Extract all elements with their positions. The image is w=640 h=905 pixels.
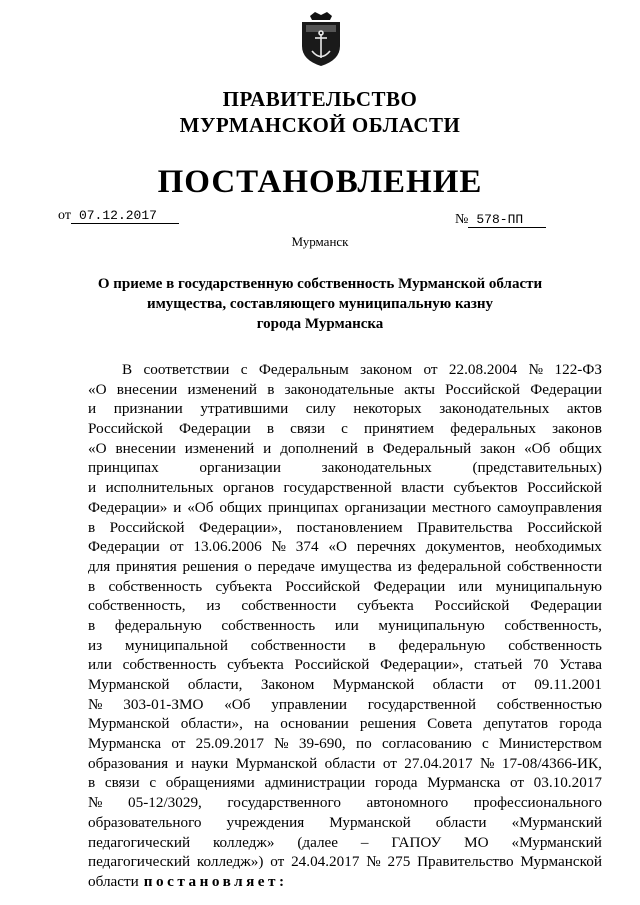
body-word: Федеральный <box>382 439 472 457</box>
body-word: или <box>88 656 112 674</box>
body-word: № <box>274 735 289 753</box>
body-word: 39-690, <box>298 735 346 753</box>
body-word: 303-01-ЗМО <box>123 695 204 713</box>
body-word: власти <box>401 479 444 497</box>
body-line <box>88 734 602 754</box>
body-line <box>88 813 602 833</box>
body-word: государственной <box>367 695 477 713</box>
body-word: Российской <box>88 420 163 438</box>
body-word: или <box>334 616 359 634</box>
body-word: города <box>559 715 602 733</box>
body-word: муниципальной <box>124 636 228 654</box>
body-word: «Об <box>224 695 251 713</box>
body-word: № <box>88 695 103 713</box>
body-word: Федерации», <box>380 656 464 674</box>
body-line <box>88 360 602 380</box>
body-word: 24.04.2017 <box>291 853 360 871</box>
body-word: в <box>88 774 96 792</box>
body-word: принципах <box>88 459 159 477</box>
body-line <box>88 754 602 774</box>
body-word: в <box>88 518 96 536</box>
body-word: Российской <box>285 577 361 595</box>
body-word: общих <box>219 498 263 516</box>
body-word: субъекта <box>215 577 273 595</box>
body-word: законодательные <box>284 380 394 398</box>
body-word: обращениями <box>165 774 255 792</box>
body-word: законом <box>360 361 413 378</box>
document-body <box>88 360 602 892</box>
body-word: документов, <box>425 538 506 556</box>
body-word: профессионального <box>473 794 602 812</box>
body-word: собственность <box>508 636 602 654</box>
body-line <box>88 852 602 872</box>
body-word: государственного <box>227 794 341 812</box>
body-word: 03.10.2017 <box>533 774 602 792</box>
body-word: актов <box>566 400 602 418</box>
body-word: Совета <box>427 715 473 733</box>
number-prefix: № <box>455 212 469 227</box>
body-word: законодательных <box>439 400 550 418</box>
body-word: 275 <box>387 853 411 871</box>
body-word: решения <box>359 715 416 733</box>
body-word: 17-08/4366-ИК, <box>501 754 602 772</box>
body-word: общих <box>559 439 602 457</box>
body-word: области», <box>180 715 243 733</box>
body-word: «О <box>88 439 107 457</box>
body-word: от <box>501 676 516 693</box>
body-line <box>88 537 602 557</box>
city-name: Мурманск <box>291 234 349 249</box>
body-word: внесении <box>116 380 178 398</box>
body-word: собственности <box>506 557 602 575</box>
body-word: и <box>263 439 272 457</box>
body-word: связи <box>104 774 140 792</box>
body-line <box>88 872 602 892</box>
body-word: собственность <box>108 577 203 595</box>
body-word: в <box>267 380 275 398</box>
body-word: с <box>481 735 489 753</box>
body-word: Министерством <box>498 735 602 753</box>
body-word: акты <box>404 380 435 398</box>
body-word: органов <box>223 479 275 497</box>
body-word: 27.04.2017 <box>404 754 473 772</box>
body-word: от <box>270 853 285 871</box>
body-word: В <box>122 361 133 378</box>
body-line <box>88 773 602 793</box>
body-line <box>88 793 602 813</box>
body-word: на <box>254 715 269 733</box>
body-word: науки <box>191 754 229 772</box>
body-word: имущества <box>320 557 392 575</box>
body-word: и <box>173 498 182 516</box>
body-word: решения <box>182 557 239 575</box>
subject-line: города Мурманска <box>256 316 384 332</box>
body-word: в <box>88 577 96 595</box>
body-line <box>88 458 602 478</box>
body-word: муниципальную <box>378 616 485 634</box>
body-line <box>88 419 602 439</box>
body-word: № <box>366 853 381 871</box>
body-word: от <box>171 735 186 753</box>
body-word: Российской <box>445 380 521 398</box>
body-word: педагогический <box>88 853 191 871</box>
body-word: постановлением <box>296 518 403 536</box>
body-word: Федерации <box>178 420 251 438</box>
body-word: образовательного <box>88 813 202 831</box>
body-word: города <box>374 774 418 792</box>
body-word: № <box>271 538 286 556</box>
body-word: управлении <box>271 695 347 713</box>
body-word: утратившими <box>200 400 289 418</box>
body-line <box>88 380 602 400</box>
body-word: колледж») <box>196 853 264 871</box>
date-value: 07.12.2017 <box>71 208 179 224</box>
body-word: колледж» <box>212 833 275 851</box>
body-word: собственностью <box>496 695 602 713</box>
body-word: и <box>175 754 184 772</box>
body-line <box>88 399 602 419</box>
body-word: в <box>368 636 376 654</box>
body-word: 13.06.2006 <box>193 538 262 556</box>
body-word: от <box>169 538 184 556</box>
body-word: 22.08.2004 <box>448 361 518 378</box>
date-prefix: от <box>58 208 71 223</box>
body-word: Мурманска <box>88 735 162 753</box>
body-line <box>88 636 602 656</box>
body-word: № <box>88 794 103 812</box>
body-word: соответствии <box>143 361 230 378</box>
body-word: статьей <box>474 656 523 674</box>
body-word: «Об <box>524 439 551 457</box>
number-value: 578-ПП <box>468 212 546 228</box>
body-word: Российской <box>109 518 185 536</box>
body-word: внесении <box>115 439 176 457</box>
government-name-line2: МУРМАНСКОЙ ОБЛАСТИ <box>179 113 461 137</box>
body-word: и <box>88 400 97 418</box>
body-word: 70 <box>533 656 549 674</box>
body-word: 374 <box>295 538 319 556</box>
body-word: из <box>88 636 103 654</box>
body-word: собственность, <box>504 616 602 634</box>
body-word: Правительства <box>417 518 513 536</box>
body-word: организации <box>344 498 427 516</box>
body-word: или <box>458 577 483 595</box>
document-type-title: ПОСТАНОВЛЕНИЕ <box>157 164 483 200</box>
body-word: в <box>266 420 275 438</box>
body-word: о <box>244 557 252 575</box>
body-word: Российской <box>527 518 602 536</box>
coat-of-arms-emblem <box>298 10 344 68</box>
body-word: исполнительных <box>105 479 214 497</box>
body-word: администрации <box>264 774 366 792</box>
body-word: собственности <box>250 636 346 654</box>
body-word: Федеральным <box>258 361 349 378</box>
body-word: области, <box>187 676 243 693</box>
body-line <box>88 675 602 695</box>
body-word: связи <box>290 420 325 438</box>
body-word: некоторых <box>353 400 422 418</box>
body-word: области <box>324 754 376 772</box>
body-word: Мурманской <box>88 676 170 693</box>
body-word: Российской <box>434 597 510 615</box>
body-word: (далее <box>297 833 339 851</box>
body-word: области <box>432 676 484 693</box>
body-word: «Мурманский <box>511 833 602 851</box>
body-word: субъекта <box>227 656 284 674</box>
resolution-keyword: постановляет: <box>143 872 288 890</box>
body-word: № <box>480 754 495 772</box>
body-word: автономного <box>366 794 449 812</box>
body-word: «О <box>88 380 107 398</box>
body-line <box>88 833 602 853</box>
body-word: Мурманска <box>427 774 501 792</box>
body-line <box>88 695 602 715</box>
body-word: Федерации», <box>198 518 283 536</box>
body-line <box>88 596 602 616</box>
body-word: «Об <box>187 498 214 516</box>
coat-of-arms-icon <box>298 10 344 68</box>
body-word: МО <box>464 833 489 851</box>
body-word: основании <box>280 715 349 733</box>
body-word: от <box>509 774 524 792</box>
body-line <box>88 478 602 498</box>
body-word: признании <box>113 400 183 418</box>
body-line <box>88 714 602 734</box>
document-number <box>455 212 546 228</box>
body-word: в <box>366 439 374 457</box>
document-date <box>58 208 179 224</box>
body-word: 122-ФЗ <box>554 361 602 378</box>
body-word: законов <box>552 420 602 438</box>
body-word: 09.11.2001 <box>534 676 602 693</box>
document-subject <box>60 274 580 334</box>
body-word: силу <box>305 400 336 418</box>
body-word: в <box>88 616 96 634</box>
body-word: – <box>360 833 369 851</box>
subject-line: имущества, составляющего муниципальную казну <box>146 296 494 312</box>
subject-line: О приеме в государственную собственность Мурманской области <box>97 276 543 292</box>
body-word: и <box>88 479 97 497</box>
body-line <box>88 577 602 597</box>
body-word: от <box>423 361 438 378</box>
body-word: законодательных <box>321 459 432 477</box>
body-word: 25.09.2017 <box>195 735 264 753</box>
body-word: Федерации <box>88 538 160 556</box>
body-word: с <box>341 420 348 438</box>
body-word: местного <box>431 498 492 516</box>
body-word: организации <box>199 459 281 477</box>
body-word: 05-12/3029, <box>128 794 202 812</box>
body-word: с <box>149 774 157 792</box>
body-word: собственность, <box>88 597 186 615</box>
body-word: ГАПОУ <box>391 833 442 851</box>
body-line <box>88 655 602 675</box>
body-word: Законом <box>260 676 315 693</box>
body-word: депутатов <box>483 715 549 733</box>
body-word: федеральную <box>114 616 202 634</box>
body-word: Российской <box>527 479 602 497</box>
body-word: Федерации <box>373 577 446 595</box>
body-word: педагогический <box>88 833 191 851</box>
body-word: образования <box>88 754 169 772</box>
body-word: собственности <box>241 597 337 615</box>
body-word: принципах <box>267 498 339 516</box>
body-word: закон <box>480 439 516 457</box>
body-word: Мурманской <box>332 676 415 693</box>
body-word: федеральной <box>417 557 502 575</box>
body-word: по <box>355 735 372 753</box>
body-line <box>88 616 602 636</box>
body-word: муниципальную <box>495 577 602 595</box>
body-word: субъекта <box>357 597 414 615</box>
body-word: Федерации <box>530 597 602 615</box>
body-word: собственность <box>122 656 217 674</box>
body-word: Устава <box>559 656 602 674</box>
body-line <box>88 557 602 577</box>
body-word: передаче <box>257 557 315 575</box>
body-word: изменений <box>187 380 258 398</box>
body-word: Федерации» <box>88 498 168 516</box>
body-word: из <box>206 597 221 615</box>
body-word: Мурманской <box>520 853 602 871</box>
body-word: государственной <box>283 479 392 497</box>
body-word: Российской <box>294 656 370 674</box>
body-word: субъектов <box>453 479 518 497</box>
body-word: из <box>397 557 412 575</box>
body-word: самоуправления <box>497 498 602 516</box>
body-word: «Мурманский <box>511 813 602 831</box>
body-word: принятия <box>116 557 177 575</box>
body-line <box>88 439 602 459</box>
body-word: согласованию <box>381 735 472 753</box>
body-line <box>88 498 602 518</box>
body-word: «О <box>328 538 347 556</box>
body-word: федеральных <box>450 420 536 438</box>
body-word: Федерации <box>530 380 602 398</box>
body-word: изменений <box>184 439 255 457</box>
body-line <box>88 518 602 538</box>
government-name-line1: ПРАВИТЕЛЬСТВО <box>222 87 418 111</box>
body-word: Мурманской <box>235 754 318 772</box>
body-word: учреждения <box>226 813 305 831</box>
body-word: Правительство <box>417 853 514 871</box>
body-word: перечнях <box>356 538 416 556</box>
body-word: от <box>382 754 397 772</box>
body-word: (представительных) <box>472 459 602 477</box>
body-word: для <box>88 557 111 575</box>
body-word: собственность <box>221 616 316 634</box>
body-word: Мурманской <box>329 813 411 831</box>
body-word: дополнений <box>280 439 358 457</box>
body-word: федеральную <box>398 636 486 654</box>
body-word: № <box>528 361 544 378</box>
body-word: принятием <box>363 420 435 438</box>
body-word: Мурманской <box>88 715 170 733</box>
body-word: области <box>88 872 139 890</box>
body-word: области <box>435 813 487 831</box>
body-word: необходимых <box>514 538 602 556</box>
body-word: с <box>240 361 248 378</box>
